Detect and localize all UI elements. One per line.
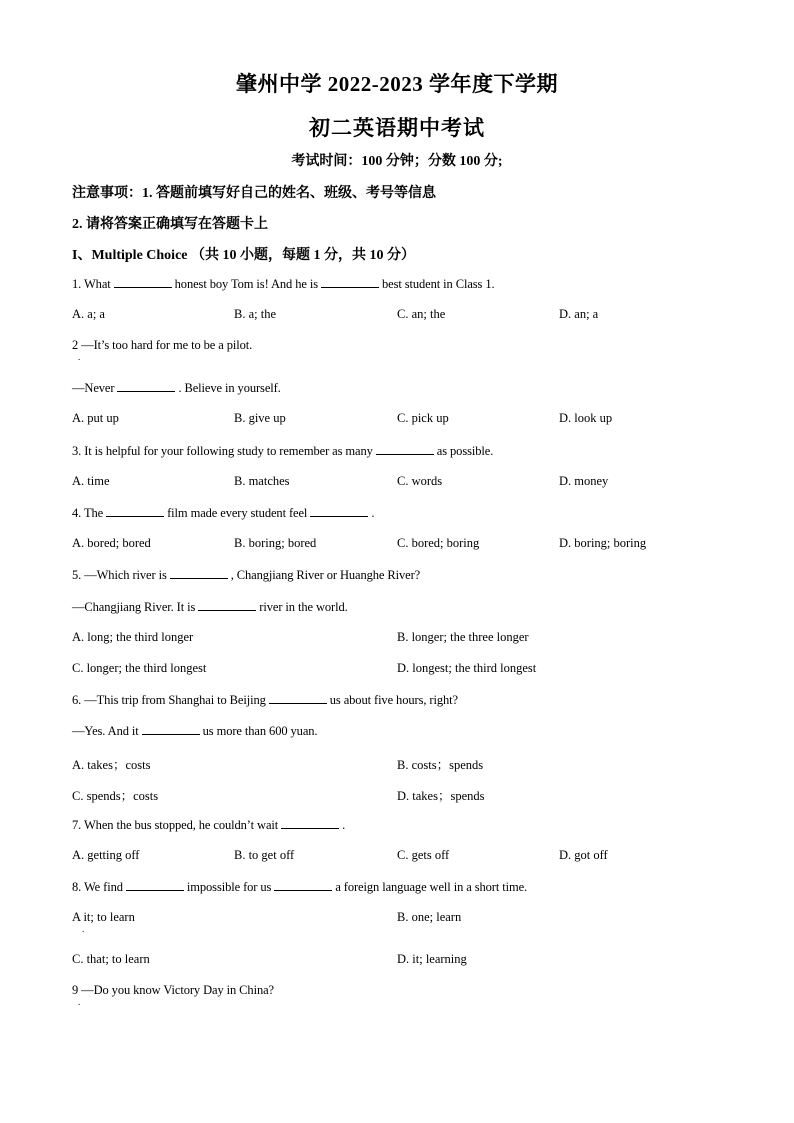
option-8b: B. one; learn	[397, 910, 462, 924]
option-4d: D. boring; boring	[559, 536, 647, 550]
option-6c: C. spends；costs	[72, 789, 159, 803]
option-7b: B. to get off	[234, 848, 295, 862]
option-1b: B. a; the	[234, 307, 277, 321]
question-8: 8. We find impossible for us a foreign language well in a short time.	[72, 880, 528, 894]
question-3: 3. It is helpful for your following study to remember as many as possible.	[72, 444, 494, 458]
exam-page: 肇州中学 2022-2023 学年度下学期 初二英语期中考试 考试时间：100 分钟；分数 100 分; 注意事项：1. 答题前填写好自己的姓名、班级、考号等信息 2. 请将答案正确填写在答题卡上 I、Multiple Choice （共 10 小题，每题 1 分，共 10 分） 1. What honest boy Tom is! And he is best student in Class 1. A. a; a B. a; the C. an; the D. an; a 2 —It’s too hard for me to be a pilot. . —Never . Believe in yourself. A. put up B. give up C. pick up D. look up 3. It is helpful for your following study to remember as many as possible. A. time B. matches C. words D. money 4. The film made every student feel . A. bored; bored B. boring; bored C. bored; boring D. boring; boring 5. —Which river is , Changjiang River or Huanghe River? —Changjiang River. It is river in the world. A. long; the third longer B. longer; the three longer C. longer; the third longest D. longest; the third longest 6. —This trip from Shanghai to Beijing us about five hours, right? —Yes. And it us more than 600 yuan. A. takes；costs B. costs；spends C. spends；costs D. takes；spends 7. When the bus stopped, he couldn’t wait . A. getting off B. to get off C. gets off D. got off 8. We find impossible for us a foreign language well in a short time. A it; to learn . B. one; learn C. that; to learn D. it; learning 9 —Do you know Victory Day in China? .	[0, 0, 794, 1123]
answer-blank	[198, 599, 256, 611]
option-8a: A it; to learn	[72, 910, 135, 924]
option-1a: A. a; a	[72, 307, 105, 321]
option-6b: B. costs；spends	[397, 758, 484, 772]
school-title: 肇州中学 2022-2023 学年度下学期	[236, 72, 558, 96]
answer-blank	[310, 505, 368, 517]
option-8c: C. that; to learn	[72, 952, 150, 966]
answer-blank	[376, 443, 434, 455]
notice-line-2: 2. 请将答案正确填写在答题卡上	[72, 217, 268, 232]
option-1c: C. an; the	[397, 307, 446, 321]
answer-blank	[142, 723, 200, 735]
option-4a: A. bored; bored	[72, 536, 151, 550]
answer-blank	[117, 380, 175, 392]
option-5d: D. longest; the third longest	[397, 661, 537, 675]
answer-blank	[170, 567, 228, 579]
option-3b: B. matches	[234, 474, 290, 488]
option-2c: C. pick up	[397, 411, 449, 425]
option-4c: C. bored; boring	[397, 536, 480, 550]
answer-blank	[281, 817, 339, 829]
question-2-reply: —Never . Believe in yourself.	[72, 381, 281, 395]
question-4: 4. The film made every student feel .	[72, 506, 375, 520]
option-4b: B. boring; bored	[234, 536, 317, 550]
option-5b: B. longer; the three longer	[397, 630, 529, 644]
answer-blank	[106, 505, 164, 517]
option-7d: D. got off	[559, 848, 608, 862]
question-6: 6. —This trip from Shanghai to Beijing us about five hours, right?	[72, 693, 458, 707]
question-2: 2 —It’s too hard for me to be a pilot.	[72, 338, 253, 352]
question-6-reply: —Yes. And it us more than 600 yuan.	[72, 724, 318, 738]
answer-blank	[321, 276, 379, 288]
option-6a: A. takes；costs	[72, 758, 151, 772]
answer-blank	[274, 879, 332, 891]
option-5c: C. longer; the third longest	[72, 661, 207, 675]
option-2b: B. give up	[234, 411, 286, 425]
question-5-reply: —Changjiang River. It is river in the world.	[72, 600, 348, 614]
question-7: 7. When the bus stopped, he couldn’t wait .	[72, 818, 346, 832]
option-7a: A. getting off	[72, 848, 140, 862]
option-6d: D. takes；spends	[397, 789, 485, 803]
option-3d: D. money	[559, 474, 609, 488]
option-1d: D. an; a	[559, 307, 599, 321]
option-5a: A. long; the third longer	[72, 630, 194, 644]
option-3c: C. words	[397, 474, 443, 488]
option-7c: C. gets off	[397, 848, 450, 862]
question-9: 9 —Do you know Victory Day in China?	[72, 983, 274, 997]
answer-blank	[126, 879, 184, 891]
section-title: I、Multiple Choice （共 10 小题，每题 1 分，共 10 分）	[72, 248, 415, 263]
question-1: 1. What honest boy Tom is! And he is best student in Class 1.	[72, 277, 495, 291]
exam-title: 初二英语期中考试	[309, 116, 485, 140]
exam-info: 考试时间：100 分钟；分数 100 分;	[291, 154, 503, 169]
answer-blank	[269, 692, 327, 704]
option-8d: D. it; learning	[397, 952, 467, 966]
option-3a: A. time	[72, 474, 110, 488]
option-2a: A. put up	[72, 411, 119, 425]
option-2d: D. look up	[559, 411, 613, 425]
answer-blank	[114, 276, 172, 288]
question-5: 5. —Which river is , Changjiang River or Huanghe River?	[72, 568, 421, 582]
notice-line-1: 注意事项：1. 答题前填写好自己的姓名、班级、考号等信息	[72, 186, 436, 201]
